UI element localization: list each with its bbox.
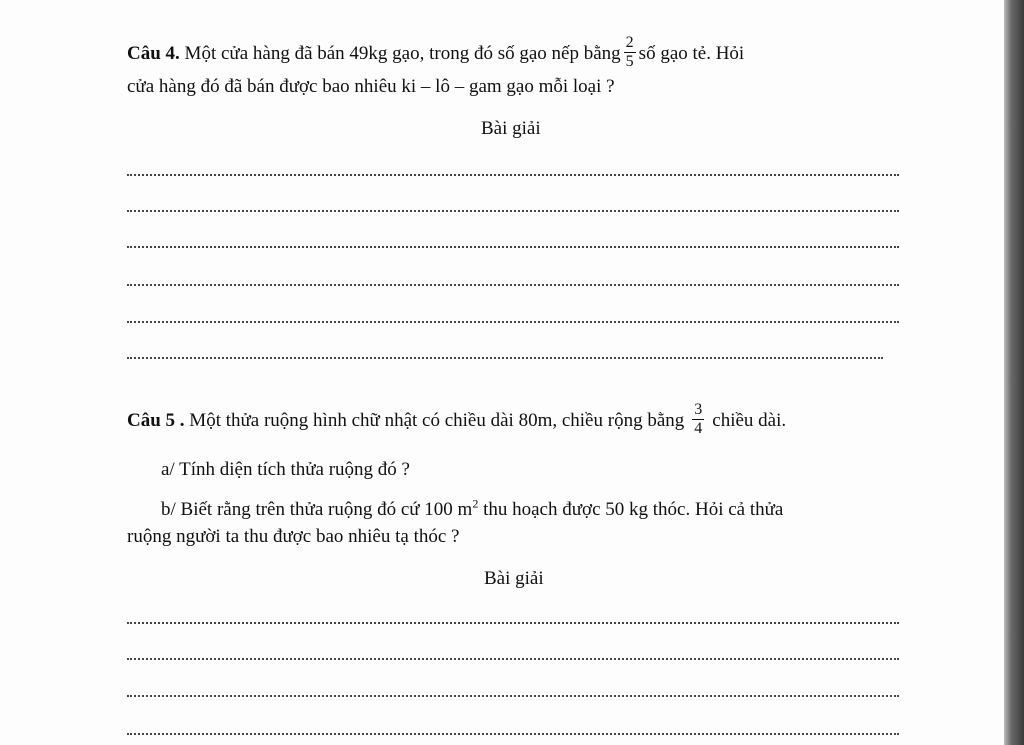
q4-text-b: số gạo tẻ. Hỏi [638, 42, 745, 64]
q4-answer-line-1 [127, 174, 899, 176]
q5-solution-heading: Bài giải [484, 568, 544, 589]
q5-fraction-numerator: 3 [694, 401, 703, 418]
q5-answer-line-2 [127, 658, 899, 660]
q5-answer-line-3 [127, 695, 899, 697]
q4-label: Câu 4. [127, 42, 180, 64]
page-edge-shadow [1004, 0, 1024, 745]
q4-answer-line-3 [127, 246, 899, 248]
q4-line-2: cửa hàng đó đã bán được bao nhiêu ki – lô – gam gạo mỗi loại ? [127, 76, 615, 97]
q5-fraction [692, 401, 704, 438]
q5-part-b-line-1 [161, 498, 783, 522]
q4-answer-line-6 [127, 357, 883, 359]
q4-solution-heading: Bài giải [481, 118, 541, 139]
q5-part-a: a/ Tính diện tích thửa ruộng đó ? [161, 459, 410, 480]
q5-text-a: Một thửa ruộng hình chữ nhật có chiều dài 80m, chiều rộng bằng [189, 409, 685, 431]
q5-answer-line-1 [127, 622, 899, 624]
q4-text-a: Một cửa hàng đã bán 49kg gạo, trong đó số gạo nếp bằng [184, 42, 621, 64]
q4-fraction-denominator: 5 [625, 53, 634, 70]
q4-line-1 [127, 36, 744, 73]
q5-part-b-text-1: b/ Biết rằng trên thửa ruộng đó cứ 100 m [161, 499, 473, 520]
q5-part-b-line-2: ruộng người ta thu được bao nhiêu tạ thóc ? [127, 526, 460, 547]
q5-fraction-denominator: 4 [694, 420, 703, 437]
q5-label: Câu 5 . [127, 409, 185, 431]
q4-answer-line-4 [127, 284, 899, 286]
q4-answer-line-5 [127, 321, 899, 323]
q4-fraction-numerator: 2 [625, 34, 634, 51]
q5-line-1 [127, 403, 786, 440]
q4-fraction [624, 34, 636, 71]
q5-answer-line-4 [127, 733, 899, 735]
q5-text-b: chiều dài. [712, 409, 787, 431]
q5-part-b-superscript: 2 [472, 496, 479, 511]
q5-part-b-text-2: thu hoạch được 50 kg thóc. Hỏi cả thửa [483, 499, 784, 520]
q4-answer-line-2 [127, 210, 899, 212]
